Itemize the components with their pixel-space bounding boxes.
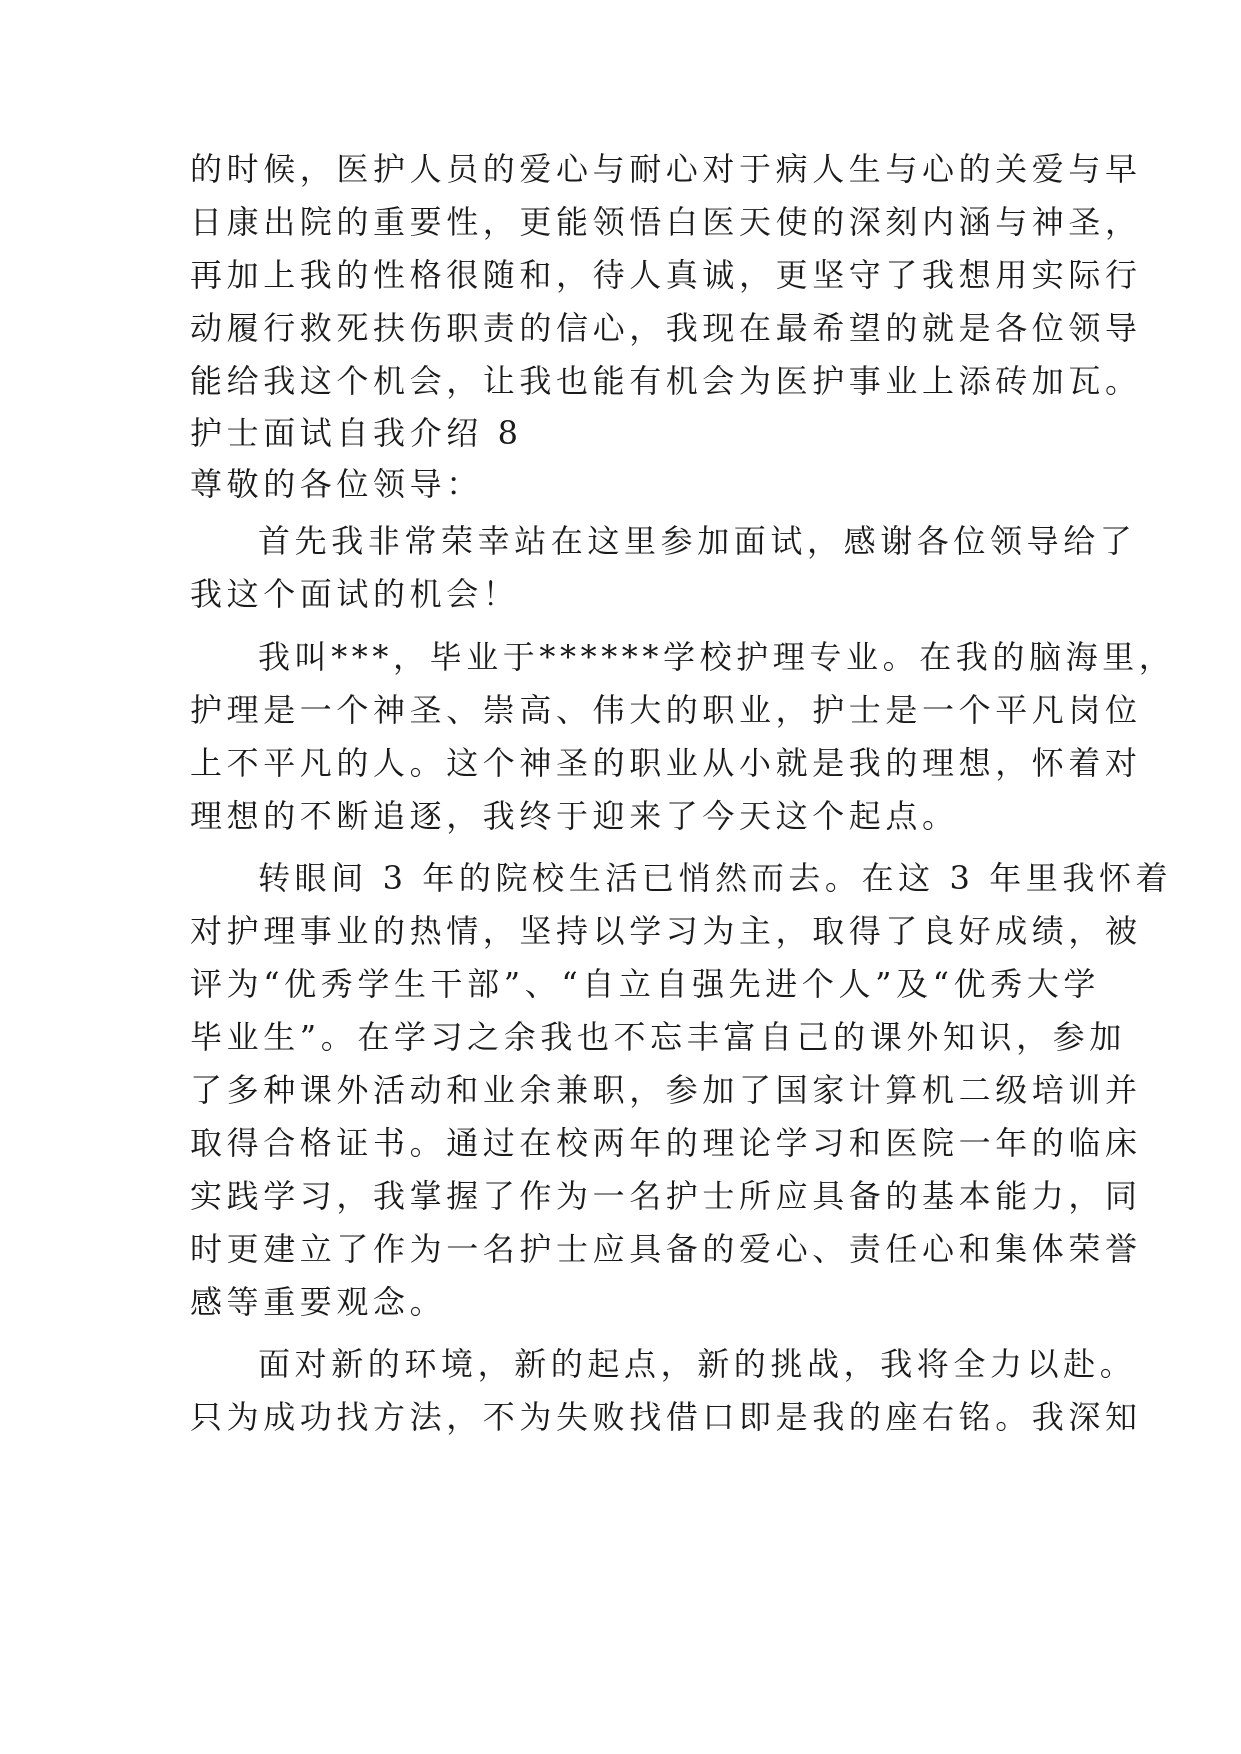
salutation: 尊敬的各位领导： [190,465,483,503]
paragraph-start-line: 面对新的环境，新的起点，新的挑战，我将全力以赴。 [258,1345,1137,1383]
text-line: 实践学习，我掌握了作为一名护士所应具备的基本能力，同 [190,1177,1142,1215]
text-line: 只为成功找方法，不为失败找借口即是我的座右铭。我深知 [190,1398,1142,1436]
text-line: 了多种课外活动和业余兼职，参加了国家计算机二级培训并 [190,1071,1142,1109]
text-line: 我这个面试的机会！ [190,575,520,613]
text-line: 毕业生”。在学习之余我也不忘丰富自己的课外知识，参加 [190,1018,1126,1056]
section-heading: 护士面试自我介绍 8 [190,414,523,452]
paragraph-start-line: 首先我非常荣幸站在这里参加面试，感谢各位领导给了 [258,522,1137,560]
text-line: 感等重要观念。 [190,1283,447,1321]
text-line: 时更建立了作为一名护士应具备的爱心、责任心和集体荣誉 [190,1230,1142,1268]
text-line: 动履行救死扶伤职责的信心，我现在最希望的就是各位领导 [190,309,1142,347]
text-line: 评为“优秀学生干部”、“自立自强先进个人”及“优秀大学 [190,965,1100,1003]
text-line: 对护理事业的热情，坚持以学习为主，取得了良好成绩，被 [190,912,1142,950]
text-line: 理想的不断追逐，我终于迎来了今天这个起点。 [190,797,959,835]
text-line: 能给我这个机会，让我也能有机会为医护事业上添砖加瓦。 [190,362,1142,400]
paragraph-start-line: 我叫***，毕业于******学校护理专业。在我的脑海里， [258,638,1176,676]
text-line: 护理是一个神圣、崇高、伟大的职业，护士是一个平凡岗位 [190,691,1142,729]
text-line: 日康出院的重要性，更能领悟白医天使的深刻内涵与神圣， [190,203,1142,241]
text-line: 的时候，医护人员的爱心与耐心对于病人生与心的关爱与早 [190,150,1142,188]
paragraph-start-line: 转眼间 3 年的院校生活已悄然而去。在这 3 年里我怀着 [258,859,1173,897]
text-line: 再加上我的性格很随和，待人真诚，更坚守了我想用实际行 [190,256,1142,294]
text-line: 上不平凡的人。这个神圣的职业从小就是我的理想，怀着对 [190,744,1142,782]
text-line: 取得合格证书。通过在校两年的理论学习和医院一年的临床 [190,1124,1142,1162]
